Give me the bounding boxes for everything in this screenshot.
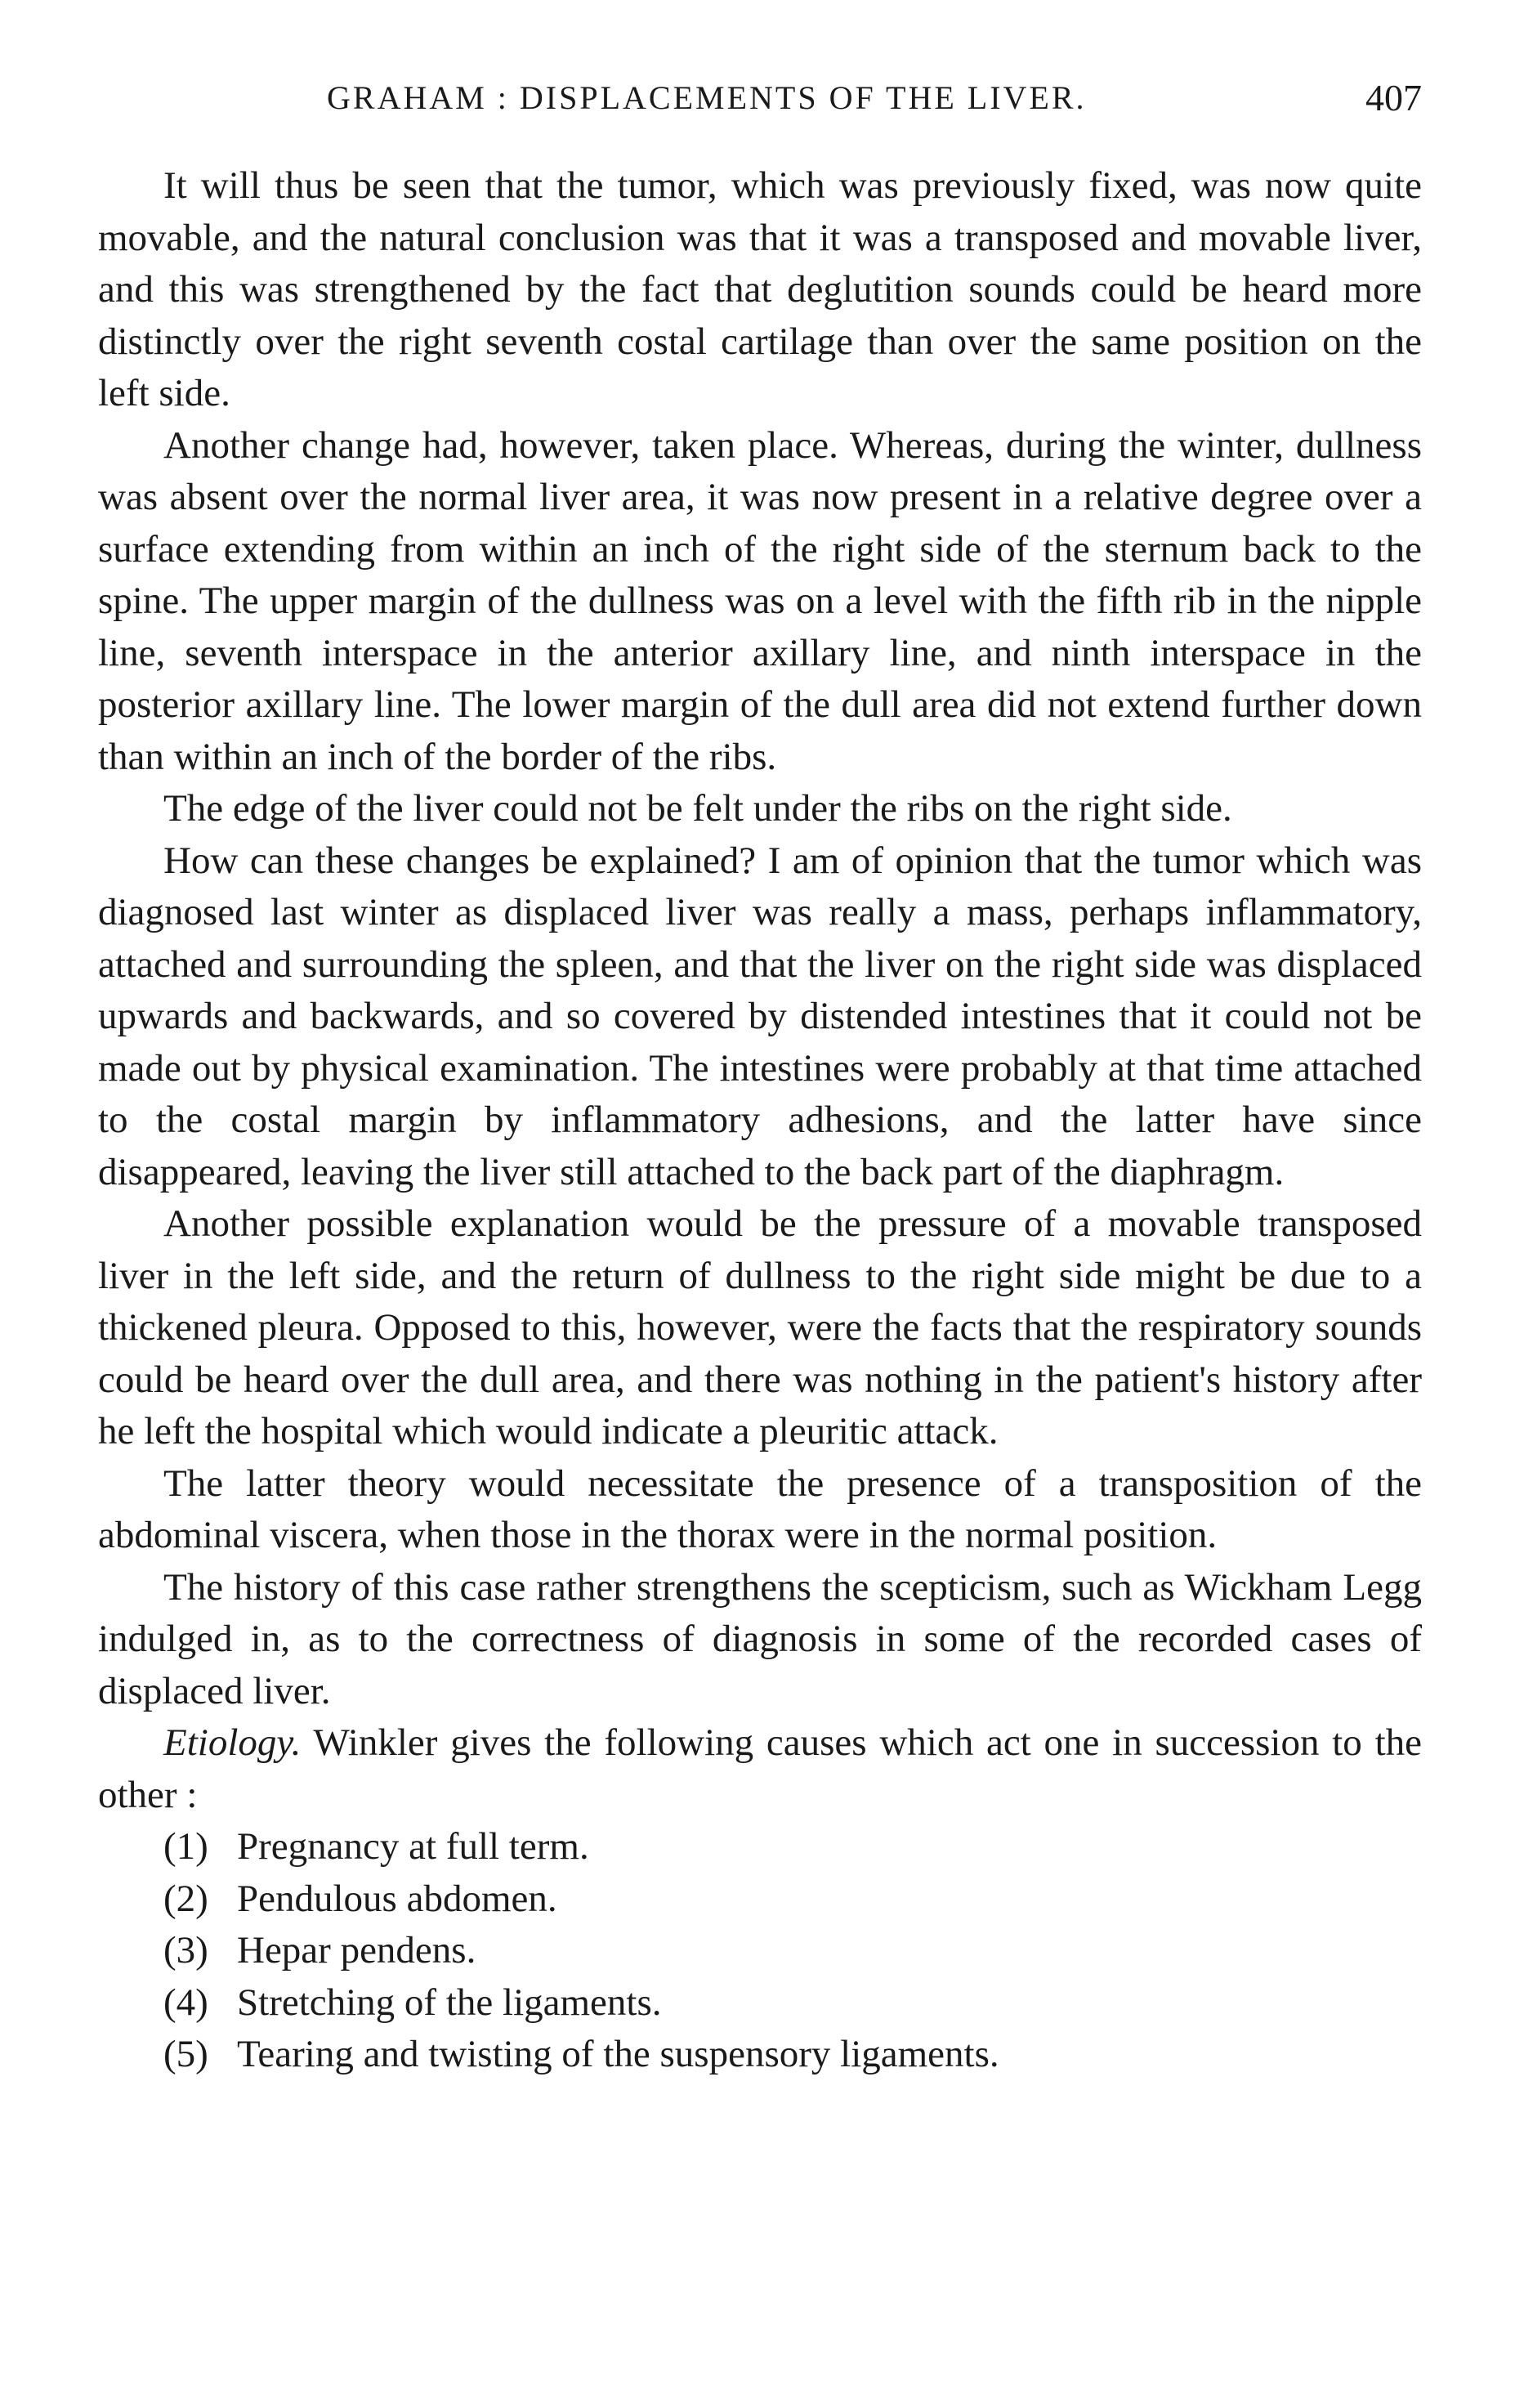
page — [98, 65, 1422, 2081]
list-item — [98, 1977, 1422, 2030]
etiology-heading: Etiology. — [163, 1721, 302, 1764]
list-item-text: Stretching of the ligaments. — [237, 1981, 662, 2024]
paragraph: How can these changes be explained? I am of opinion that the tumor which was diagnosed last winter as displaced liver was really a mass, perhaps inflammatory, attached and surrounding the spleen, and that the liver on the right side was displaced upwards and backwards, and so covered by distended intestines that it could not be made out by physical examination. The intestines were probably at that time attached to the costal margin by inflammatory adhesions, and the latter have since disappeared, leaving the liver still attached to the back part of the diaphragm. — [98, 839, 1422, 1193]
list-item-text: Pendulous abdomen. — [237, 1877, 557, 1920]
list-item — [98, 1821, 1422, 1873]
list-item-text: Tearing and twisting of the suspensory ligaments. — [237, 2033, 999, 2075]
running-title: GRAHAM : DISPLACEMENTS OF THE LIVER. — [327, 79, 1087, 116]
list-item-text: Pregnancy at full term. — [237, 1825, 589, 1868]
list-item-number: (2) — [163, 1877, 208, 1920]
paragraph: The edge of the liver could not be felt under the ribs on the right side. — [163, 787, 1232, 830]
list-item — [98, 2029, 1422, 2081]
etiology-paragraph — [98, 1717, 1422, 1821]
list-item-number: (1) — [163, 1825, 208, 1868]
paragraph: Another possible explanation would be the pressure of a movable transposed liver in the left side, and the return of dullness to the right side might be due to a thickened pleura. Opposed to this, however, were the facts that the respiratory sounds could be heard over the dull area, and there was nothing in the patient's history after he left the hospital which would indicate a pleuritic attack. — [98, 1202, 1422, 1452]
paragraph: Another change had, however, taken place. Whereas, during the winter, dullness was absent over the normal liver area, it was now present in a relative degree over a surface extending from within an inch of the right side of the sternum back to the spine. The upper margin of the dullness was on a level with the fifth rib in the nipple line, seventh interspace in the anterior axillary line, and ninth interspace in the posterior axillary line. The lower margin of the dull area did not extend further down than within an inch of the border of the ribs. — [98, 423, 1422, 778]
list-item-number: (5) — [163, 2033, 208, 2075]
list-item-text: Hepar pendens. — [237, 1929, 476, 1972]
list-item-number: (4) — [163, 1981, 208, 2024]
page-number: 407 — [1365, 77, 1422, 119]
body-text — [98, 160, 1422, 2081]
etiology-text: Winkler gives the following causes which act one in succession to the other : — [98, 1721, 1422, 1816]
paragraph: The latter theory would necessitate the presence of a transposition of the abdominal viscera, when those in the thorax were in the normal position. — [98, 1461, 1422, 1556]
list-item — [98, 1873, 1422, 1926]
paragraph: The history of this case rather strengthens the scepticism, such as Wickham Legg indulged in, as to the correctness of diagnosis in some of the recorded cases of displaced liver. — [98, 1565, 1422, 1712]
paragraph: It will thus be seen that the tumor, which was previously fixed, was now quite movable, and the natural conclusion was that it was a transposed and movable liver, and this was strengthened by the fact that deglutition sounds could be heard more distinctly over the right seventh costal cartilage than over the same position on the left side. — [98, 164, 1422, 414]
list-item-number: (3) — [163, 1929, 208, 1972]
list-item — [98, 1925, 1422, 1977]
causes-list — [98, 1821, 1422, 2081]
running-head — [98, 65, 1422, 131]
